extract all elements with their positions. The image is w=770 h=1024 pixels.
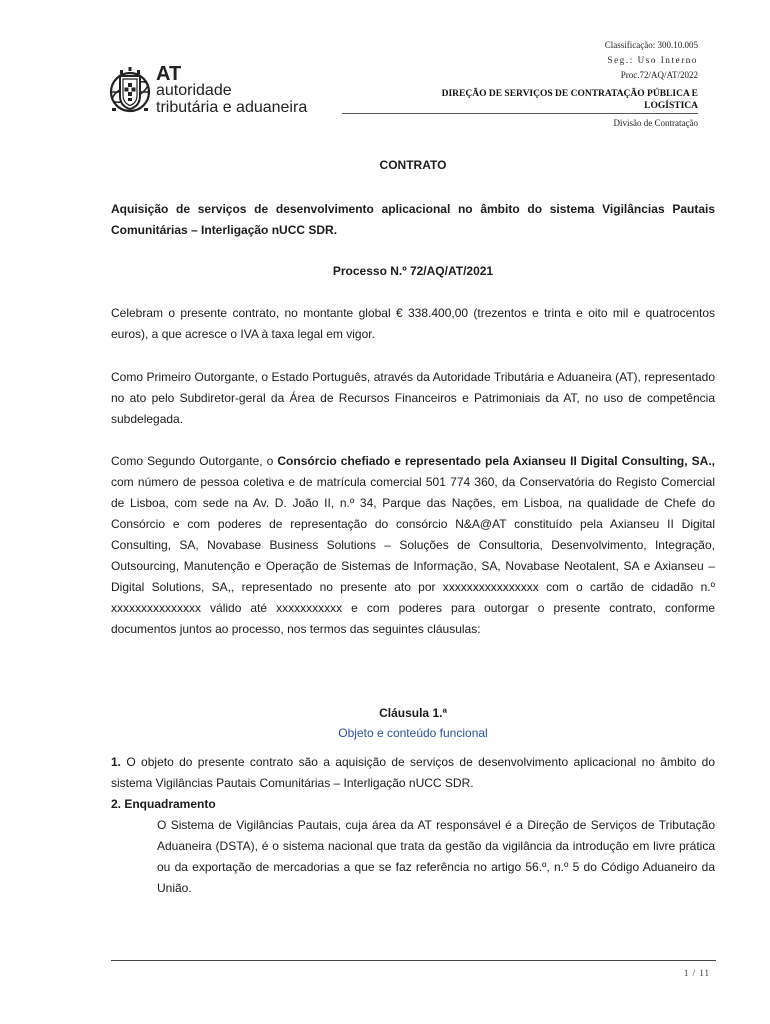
- process-reference: Proc.72/AQ/AT/2022: [620, 70, 698, 80]
- second-party-name: Consórcio chefiado e representado pela Axianseu II Digital Consulting, SA.,: [277, 454, 715, 468]
- header-meta: [605, 38, 698, 83]
- clause-item-1-number: 1.: [111, 755, 122, 769]
- division-name: Divisão de Contratação: [613, 118, 698, 128]
- footer-divider: [111, 960, 716, 961]
- paragraph-first-party: Como Primeiro Outorgante, o Estado Português, através da Autoridade Tributária e Aduaneira (AT), representado no ato pelo Subdiretor-geral da Área de Recursos Financeiros e Patrimoniais da AT, no uso de competência subdelegada.: [111, 370, 715, 426]
- clause-heading: Cláusula 1.ª: [379, 706, 447, 720]
- contract-title: CONTRATO: [379, 158, 447, 172]
- process-number: Processo N.º 72/AQ/AT/2021: [332, 264, 494, 278]
- clause-item-2-label: 2. Enquadramento: [111, 797, 216, 811]
- second-party-details: com número de pessoa coletiva e de matrícula comercial 501 774 360, da Conservatória do Registo Comercial de Lisboa, com sede na Av. D. João II, n.º 34, Parque das Nações, em Lisboa, na qualidade de Chefe do Consórcio e com poderes de representação do consórcio N&A@AT constituído pela Axianseu II Digital Consulting, SA, Novabase Business Solutions – Soluções de Consultoria, Desenvolvimento, Integração, Outsourcing, Manutenção e Operação de Sistemas de Informação, SA, Novabase Neotalent, SA e Axianseu – Digital Solutions, SA,, representado no presente ato por xxxxxxxxxxxxxxxx com o cartão de cidadão n.º xxxxxxxxxxxxxxx válido até xxxxxxxxxxx e com poderes para outorgar o presente contrato, conforme documentos juntos ao processo, nos termos das seguintes cláusulas:: [111, 475, 715, 636]
- security-level: Seg.: Uso Interno: [607, 55, 698, 65]
- logo-at-text: AT: [156, 63, 182, 85]
- clause-subheading: Objeto e conteúdo funcional: [338, 726, 488, 740]
- paragraph-second-party: [111, 451, 715, 640]
- portuguese-coat-of-arms-icon: [108, 62, 152, 122]
- header-divider: [342, 113, 698, 114]
- logo-line-1: autoridade: [156, 82, 232, 99]
- contract-subject: Aquisição de serviços de desenvolvimento aplicacional no âmbito do sistema Vigilâncias Pautais Comunitárias – Interligação nUCC SDR.: [111, 202, 715, 237]
- clause-item-1-text: O objeto do presente contrato são a aquisição de serviços de desenvolvimento aplicacional no âmbito do sistema Vigilâncias Pautais Comunitárias – Interligação nUCC SDR.: [111, 755, 715, 790]
- clause-item-2-text: O Sistema de Vigilâncias Pautais, cuja área da AT responsável é a Direção de Serviços de Tributação Aduaneira (DSTA), é o sistema nacional que trata da gestão da vigilância da introdução em livre prática ou da exportação de mercadorias a que se faz referência no artigo 56.º, n.º 5 do Código Aduaneiro da União.: [157, 818, 715, 895]
- direction-name: [405, 88, 698, 112]
- page-number: 1 / 11: [683, 968, 710, 978]
- paragraph-amount: Celebram o presente contrato, no montante global € 338.400,00 (trezentos e trinta e oito mil e quatrocentos euros), a que acresce o IVA à taxa legal em vigor.: [111, 306, 715, 341]
- at-logo: [108, 62, 343, 124]
- second-party-intro: Como Segundo Outorgante, o: [111, 454, 278, 468]
- clause-item-1: [111, 752, 715, 794]
- direction-line-2: LOGÍSTICA: [644, 101, 698, 111]
- logo-line-2: tributária e aduaneira: [156, 99, 308, 116]
- classification: Classificação: 300.10.005: [604, 40, 698, 50]
- direction-line-1: DIREÇÃO DE SERVIÇOS DE CONTRATAÇÃO PÚBLICA E: [441, 89, 698, 99]
